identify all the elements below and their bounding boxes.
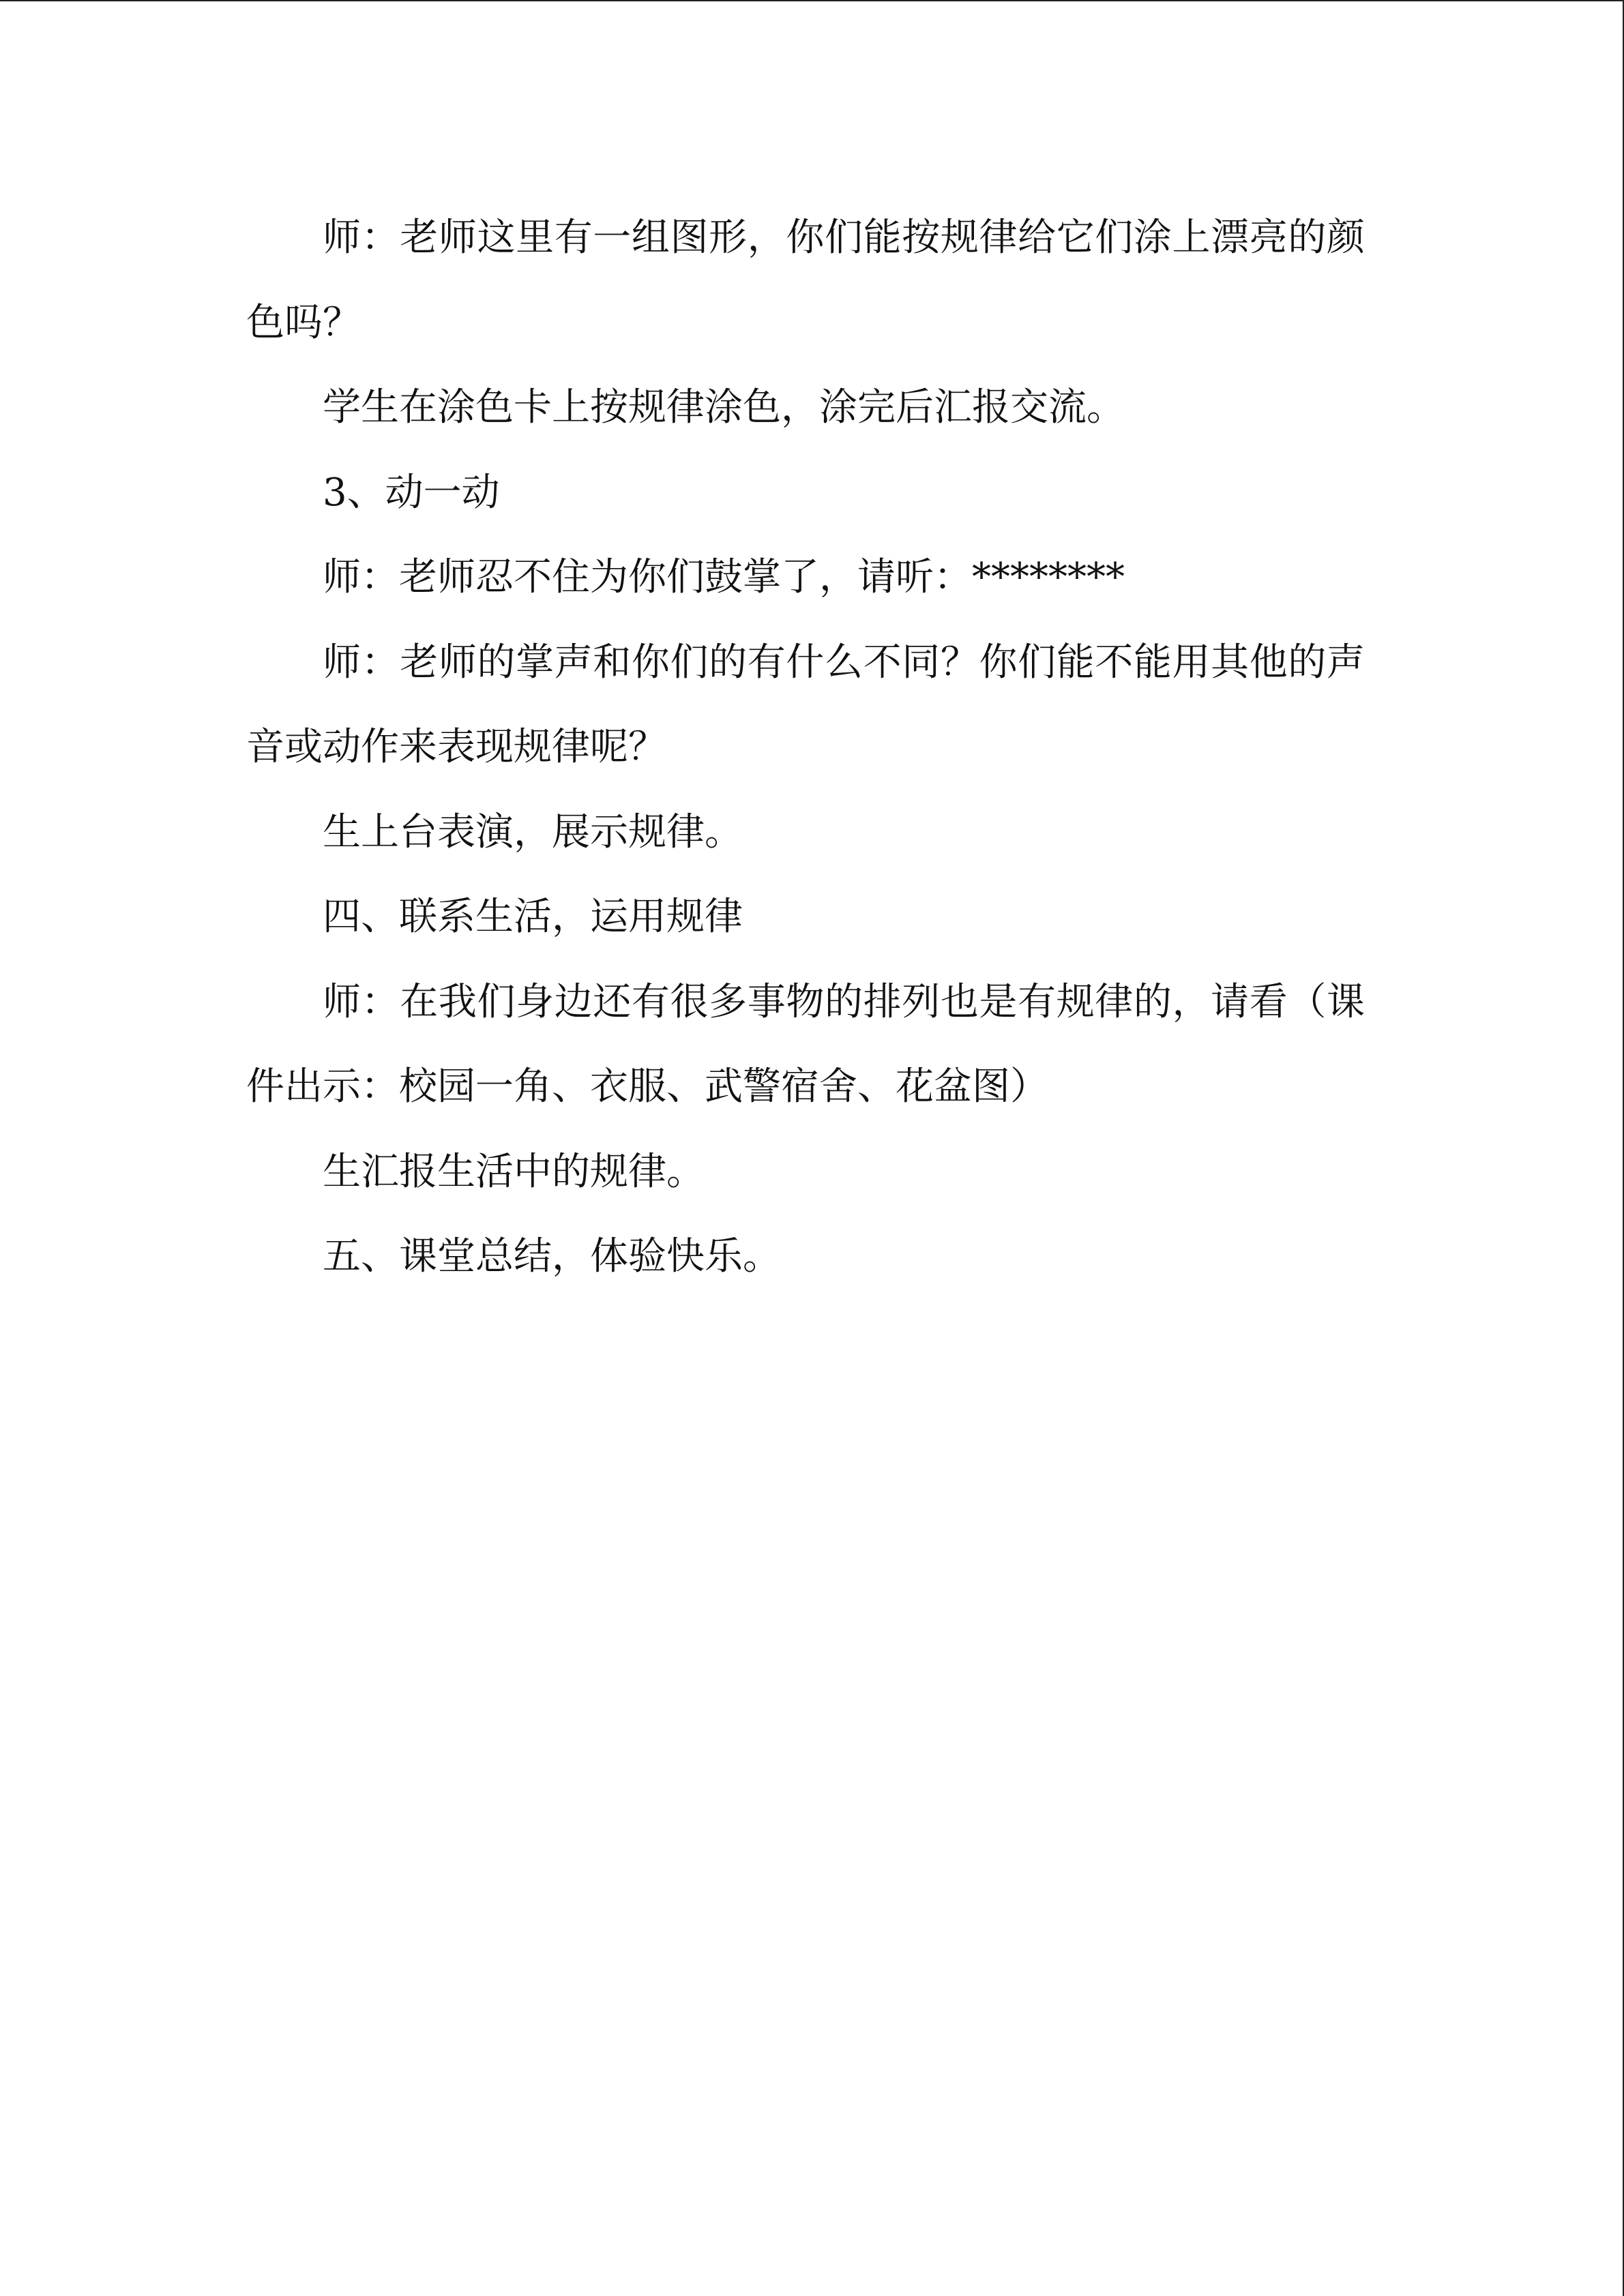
paragraph-section-summary: 五、课堂总结，体验快乐。: [323, 1234, 781, 1279]
paragraph-teacher-coloring-question: 师：老师这里有一组图形，你们能按规律给它们涂上漂亮的颜色吗？: [246, 215, 1365, 345]
document-body: [246, 196, 1365, 1300]
paragraph-student-performance: 生上台表演，展示规律。: [323, 809, 743, 854]
paragraph-teacher-sound-question: 师：老师的掌声和你们的有什么不同？你们能不能用其他的声音或动作来表现规律呢？: [246, 640, 1365, 769]
paragraph-section-life: 四、联系生活，运用规律: [323, 895, 743, 939]
paragraph-teacher-life-examples: 师：在我们身边还有很多事物的排列也是有规律的，请看（课件出示：校园一角、衣服、武警宿舍、花盆图）: [246, 979, 1365, 1109]
paragraph-section-move: 3、动一动: [323, 470, 500, 515]
paragraph-student-report: 生汇报生活中的规律。: [323, 1149, 705, 1194]
paragraph-teacher-clapping: 师：老师忍不住为你们鼓掌了，请听：********: [323, 555, 1125, 599]
paragraph-student-coloring: 学生在涂色卡上按规律涂色，涂完后汇报交流。: [323, 385, 1125, 430]
